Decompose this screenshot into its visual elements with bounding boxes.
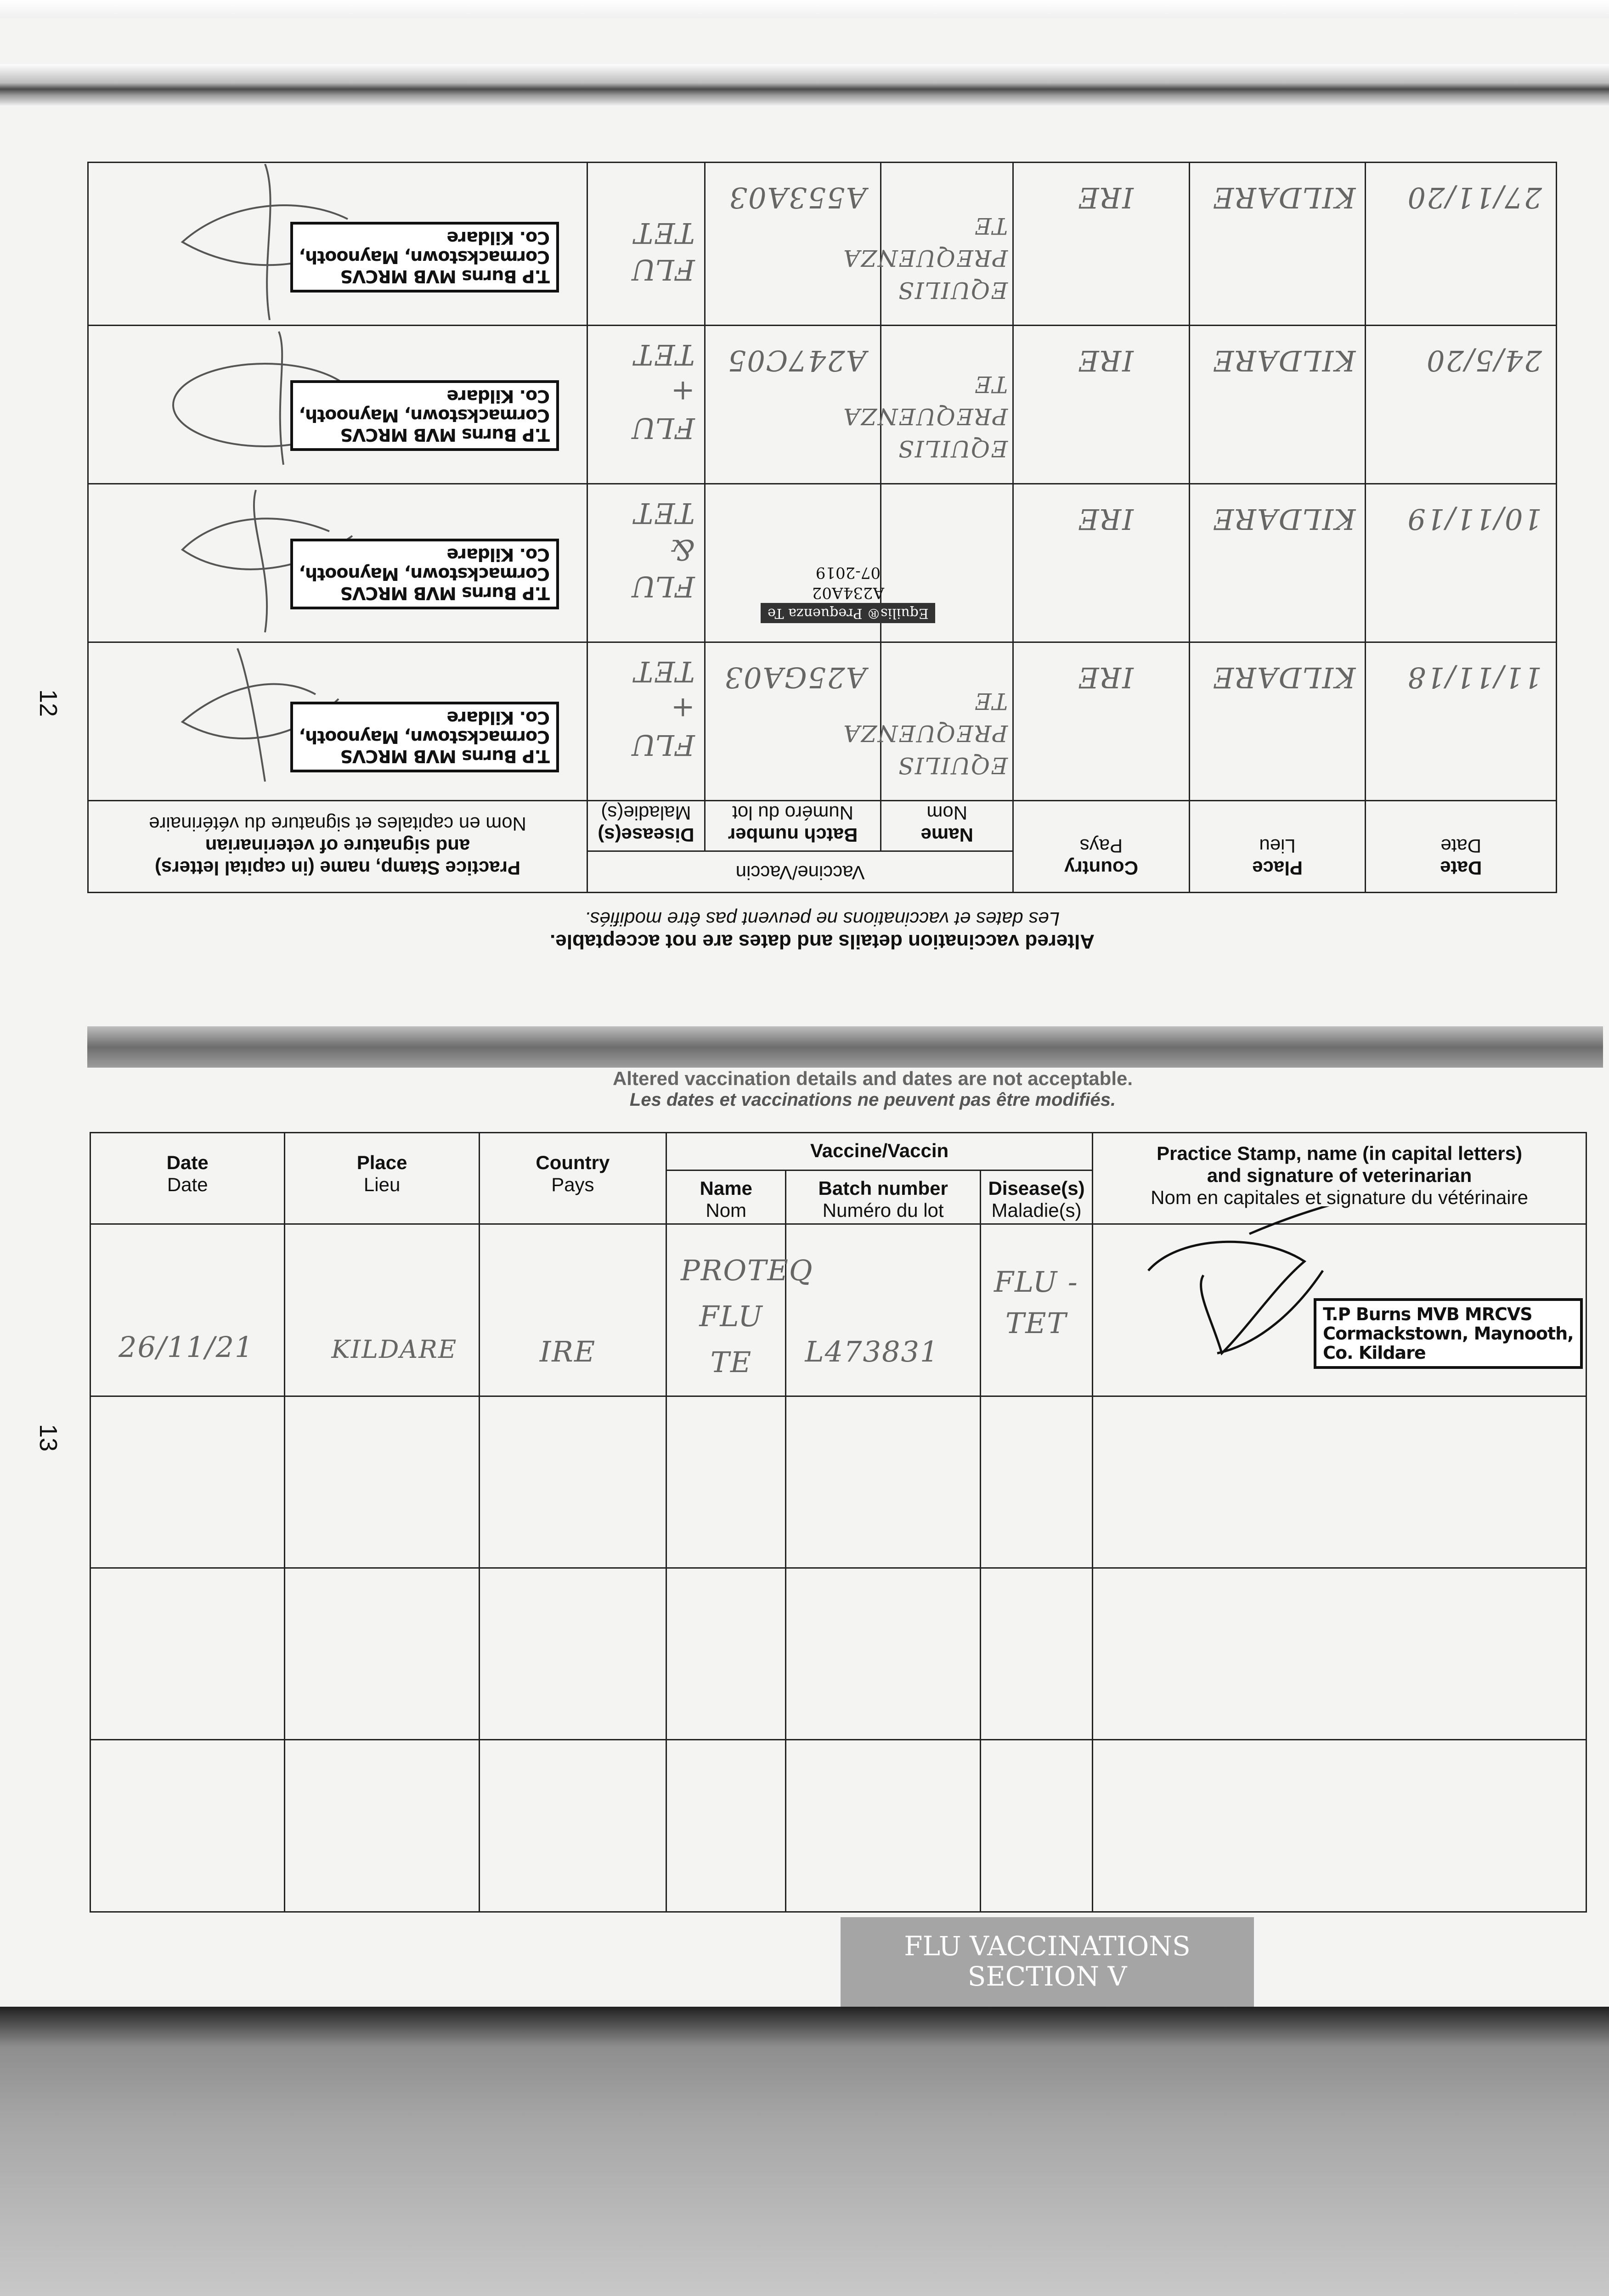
date-cell: 26/11/21 (90, 1224, 285, 1396)
batch-cell (786, 1740, 980, 1912)
page-divider-band (87, 1026, 1603, 1068)
stamp-cell (88, 326, 587, 484)
lower-notice-french: Les dates et vaccinations ne peuvent pas être modifiés. (629, 1090, 1116, 1110)
upper-page-rotated (87, 163, 1557, 962)
upper-header-batch: Batch number Numéro du lot (705, 801, 881, 851)
upper-header-vaccine: Vaccine/Vaccin (587, 851, 1013, 893)
country-cell: IRE (479, 1224, 666, 1396)
disease-cell (980, 1740, 1092, 1912)
table-row (88, 484, 1557, 642)
disease-cell: FLU - TET (980, 1224, 1092, 1396)
table-row (90, 1568, 1586, 1740)
country-cell: IRE (1013, 326, 1190, 484)
country-cell: IRE (1013, 642, 1190, 801)
place-cell (285, 1568, 479, 1740)
name-cell (666, 1396, 786, 1568)
place-cell: KILDARE (1189, 163, 1366, 326)
batch-cell: A247C05 (705, 326, 881, 484)
vet-stamp: T.P Burns MVB MRCVS Cormackstown, Maynooth, Co. Kildare (290, 380, 559, 451)
page-number-12: 12 (34, 689, 62, 717)
stamp-cell (1093, 1224, 1586, 1396)
place-cell (285, 1396, 479, 1568)
name-cell: PROTEQ FLU TE (666, 1224, 786, 1396)
upper-vaccination-table (87, 162, 1557, 893)
section-title-line2: SECTION V (967, 1961, 1127, 1992)
stamp-cell (1093, 1396, 1586, 1568)
header-place: Place Lieu (285, 1133, 479, 1224)
upper-notice-english: Altered vaccination details and dates are not acceptable. (550, 930, 1095, 953)
upper-header-place: Place Lieu (1189, 801, 1366, 893)
stamp-cell (1093, 1740, 1586, 1912)
place-cell (285, 1740, 479, 1912)
header-disease: Disease(s) Maladie(s) (980, 1171, 1092, 1224)
batch-cell (786, 1396, 980, 1568)
country-cell: IRE (1013, 484, 1190, 642)
vet-stamp: T.P Burns MVB MRCVS Cormackstown, Maynooth, Co. Kildare (290, 539, 559, 609)
section-title-box (841, 1917, 1254, 2007)
country-cell (479, 1740, 666, 1912)
upper-header-date: Date Date (1366, 801, 1557, 893)
stamp-cell (1093, 1568, 1586, 1740)
name-cell: EQUILIS PREQUENZA TE (881, 326, 1013, 484)
stamp-cell (88, 484, 587, 642)
batch-sticker-brand: Equilis® Prequenza Te (761, 603, 935, 623)
upper-header-country: Country Pays (1013, 801, 1190, 893)
lower-notice (413, 1068, 1332, 1110)
vet-stamp: T.P Burns MVB MRCVS Cormackstown, Maynooth, Co. Kildare (290, 702, 559, 772)
date-cell (90, 1740, 285, 1912)
disease-cell: FLU TET (587, 163, 705, 326)
name-cell: EQUILIS PREQUENZA TE (881, 642, 1013, 801)
batch-cell: A553A03 (705, 163, 881, 326)
vet-stamp: T.P Burns MVB MRCVS Cormackstown, Maynooth, Co. Kildare (290, 222, 559, 293)
page-number-13: 13 (34, 1424, 62, 1452)
country-cell: IRE (1013, 163, 1190, 326)
scan-top-edge (0, 0, 1609, 18)
table-row (90, 1396, 1586, 1568)
header-batch: Batch number Numéro du lot (786, 1171, 980, 1224)
header-date: Date Date (90, 1133, 285, 1224)
lower-notice-english: Altered vaccination details and dates are not acceptable. (612, 1068, 1133, 1089)
batch-sticker (761, 563, 935, 623)
disease-cell: FLU + TET (587, 642, 705, 801)
table-row (90, 1224, 1586, 1396)
disease-cell: FLU + TET (587, 326, 705, 484)
date-cell: 11/11/18 (1366, 642, 1557, 801)
batch-sticker-lot: A234A02 (812, 584, 885, 602)
name-cell (666, 1740, 786, 1912)
batch-cell: L473831 (786, 1224, 980, 1396)
disease-cell (980, 1396, 1092, 1568)
date-cell: 10/11/19 (1366, 484, 1557, 642)
upper-notice-french: Les dates et vaccinations ne peuvent pas être modifiés. (584, 908, 1060, 930)
date-cell (90, 1396, 285, 1568)
name-cell: EQUILIS PREQUENZA TE (881, 163, 1013, 326)
place-cell: KILDARE (285, 1224, 479, 1396)
place-cell: KILDARE (1189, 642, 1366, 801)
section-title-line1: FLU VACCINATIONS (904, 1930, 1191, 1962)
table-row (90, 1740, 1586, 1912)
date-cell: 24/5/20 (1366, 326, 1557, 484)
scan-shadow-bar (0, 64, 1609, 106)
country-cell (479, 1396, 666, 1568)
stamp-cell (88, 163, 587, 326)
batch-cell (786, 1568, 980, 1740)
header-vaccine: Vaccine/Vaccin (666, 1133, 1092, 1171)
stamp-cell (88, 642, 587, 801)
country-cell (479, 1568, 666, 1740)
vet-stamp: T.P Burns MVB MRCVS Cormackstown, Maynooth, Co. Kildare (1314, 1298, 1582, 1369)
disease-cell: FLU & TET (587, 484, 705, 642)
disease-cell (980, 1568, 1092, 1740)
place-cell: KILDARE (1189, 484, 1366, 642)
upper-header-stamp: Practice Stamp, name (in capital letters) and signature of veterinarian Nom en capitales et signature du vétérinaire (88, 801, 587, 893)
header-country: Country Pays (479, 1133, 666, 1224)
date-cell (90, 1568, 285, 1740)
header-stamp: Practice Stamp, name (in capital letters) and signature of veterinarian Nom en capitales et signature du vétérinaire (1093, 1133, 1586, 1224)
date-cell: 27/11/20 (1366, 163, 1557, 326)
scan-bottom-shadow (0, 2007, 1609, 2296)
name-cell (666, 1568, 786, 1740)
header-name: Name Nom (666, 1171, 786, 1224)
batch-sticker-exp: 07-2019 (815, 563, 881, 582)
batch-cell: A25GA03 (705, 642, 881, 801)
upper-header-name: Name Nom (881, 801, 1013, 851)
upper-notice (87, 893, 1557, 962)
batch-cell (705, 484, 929, 642)
lower-vaccination-table (90, 1132, 1587, 1913)
table-row (88, 642, 1557, 801)
upper-header-disease: Disease(s) Maladie(s) (587, 801, 705, 851)
place-cell: KILDARE (1189, 326, 1366, 484)
table-row (88, 326, 1557, 484)
table-row (88, 163, 1557, 326)
lower-page (90, 1132, 1587, 1913)
